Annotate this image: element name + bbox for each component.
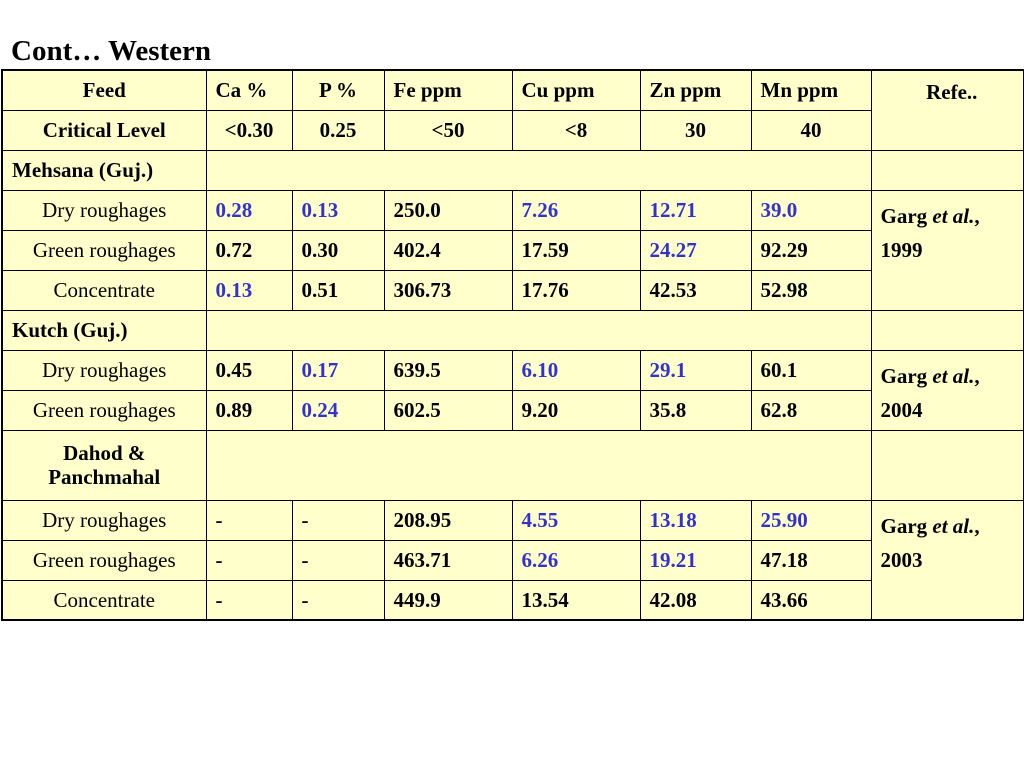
value-cell: 9.20 [512, 390, 640, 430]
value-cell: - [206, 500, 292, 540]
slide-title: Cont… Western [11, 35, 212, 67]
value-cell: 43.66 [751, 580, 871, 620]
reference-cell [871, 350, 1024, 430]
value-cell: 92.29 [751, 230, 871, 270]
reference-author: Garg [880, 203, 928, 228]
value-cell: 19.21 [640, 540, 751, 580]
critical-level-mn: 40 [751, 110, 871, 150]
reference-etal: et al. [932, 363, 975, 388]
column-header-reference: Refe.. [871, 70, 1024, 150]
value-cell: 0.17 [292, 350, 384, 390]
reference-etal: et al. [932, 203, 975, 228]
value-cell: 0.51 [292, 270, 384, 310]
value-cell: 463.71 [384, 540, 512, 580]
value-cell: 602.5 [384, 390, 512, 430]
value-cell: 0.89 [206, 390, 292, 430]
reference-cell [871, 500, 1024, 620]
critical-level-fe: <50 [384, 110, 512, 150]
header-row [2, 70, 1024, 110]
value-cell: 29.1 [640, 350, 751, 390]
feed-type: Green roughages [2, 390, 206, 430]
feed-type: Green roughages [2, 230, 206, 270]
reference-year: 2003 [880, 547, 923, 572]
value-cell: - [292, 540, 384, 580]
feed-type: Dry roughages [2, 500, 206, 540]
feed-type: Dry roughages [2, 190, 206, 230]
column-header-ca: Ca % [206, 70, 292, 110]
table-row [2, 350, 1024, 390]
value-cell: 6.10 [512, 350, 640, 390]
column-header-cu: Cu ppm [512, 70, 640, 110]
value-cell: 42.08 [640, 580, 751, 620]
value-cell: 17.59 [512, 230, 640, 270]
critical-level-ca: <0.30 [206, 110, 292, 150]
critical-level-label: Critical Level [2, 110, 206, 150]
value-cell: - [206, 580, 292, 620]
table-row [2, 500, 1024, 540]
value-cell: 60.1 [751, 350, 871, 390]
value-cell: 25.90 [751, 500, 871, 540]
group-reference-spacer [871, 430, 1024, 500]
value-cell: 449.9 [384, 580, 512, 620]
value-cell: 42.53 [640, 270, 751, 310]
table-row [2, 270, 1024, 310]
critical-level-p: 0.25 [292, 110, 384, 150]
value-cell: 7.26 [512, 190, 640, 230]
reference-year: 2004 [880, 397, 923, 422]
table-row [2, 230, 1024, 270]
mineral-content-table [1, 69, 1024, 621]
value-cell: 47.18 [751, 540, 871, 580]
reference-author: Garg [880, 513, 928, 538]
table-header [2, 70, 1024, 150]
value-cell: 250.0 [384, 190, 512, 230]
reference-punct: , [974, 203, 980, 228]
value-cell: 52.98 [751, 270, 871, 310]
value-cell: 306.73 [384, 270, 512, 310]
table-row [2, 540, 1024, 580]
value-cell: 0.45 [206, 350, 292, 390]
group-header-row [2, 150, 1024, 190]
value-cell: 0.72 [206, 230, 292, 270]
table-row [2, 390, 1024, 430]
feed-type: Dry roughages [2, 350, 206, 390]
value-cell: 13.18 [640, 500, 751, 540]
table-row [2, 190, 1024, 230]
region-name-line: Dahod & [63, 441, 146, 465]
value-cell: 0.30 [292, 230, 384, 270]
value-cell: 0.24 [292, 390, 384, 430]
reference-punct: , [974, 513, 980, 538]
table-row [2, 580, 1024, 620]
table-body [2, 150, 1024, 620]
value-cell: 4.55 [512, 500, 640, 540]
column-header-p: P % [292, 70, 384, 110]
value-cell: - [206, 540, 292, 580]
value-cell: 12.71 [640, 190, 751, 230]
column-header-zn: Zn ppm [640, 70, 751, 110]
value-cell: 39.0 [751, 190, 871, 230]
feed-type: Green roughages [2, 540, 206, 580]
group-spacer-cell [206, 310, 871, 350]
group-header-row [2, 430, 1024, 500]
group-spacer-cell [206, 430, 871, 500]
value-cell: 208.95 [384, 500, 512, 540]
value-cell: 639.5 [384, 350, 512, 390]
reference-author: Garg [880, 363, 928, 388]
reference-punct: , [974, 363, 980, 388]
group-reference-spacer [871, 310, 1024, 350]
feed-type: Concentrate [2, 580, 206, 620]
value-cell: 62.8 [751, 390, 871, 430]
value-cell: - [292, 580, 384, 620]
value-cell: 13.54 [512, 580, 640, 620]
column-header-mn: Mn ppm [751, 70, 871, 110]
region-name: Mehsana (Guj.) [2, 150, 206, 190]
reference-cell [871, 190, 1024, 310]
region-name: Kutch (Guj.) [2, 310, 206, 350]
group-reference-spacer [871, 150, 1024, 190]
feed-type: Concentrate [2, 270, 206, 310]
value-cell: 402.4 [384, 230, 512, 270]
region-name [2, 430, 206, 500]
critical-level-cu: <8 [512, 110, 640, 150]
region-name-line: Panchmahal [48, 465, 161, 489]
value-cell: 17.76 [512, 270, 640, 310]
value-cell: 6.26 [512, 540, 640, 580]
group-header-row [2, 310, 1024, 350]
reference-etal: et al. [932, 513, 975, 538]
value-cell: 0.13 [292, 190, 384, 230]
column-header-fe: Fe ppm [384, 70, 512, 110]
value-cell: - [292, 500, 384, 540]
column-header-feed: Feed [2, 70, 206, 110]
reference-year: 1999 [880, 237, 923, 262]
value-cell: 0.28 [206, 190, 292, 230]
value-cell: 0.13 [206, 270, 292, 310]
value-cell: 24.27 [640, 230, 751, 270]
value-cell: 35.8 [640, 390, 751, 430]
critical-level-row [2, 110, 1024, 150]
group-spacer-cell [206, 150, 871, 190]
critical-level-zn: 30 [640, 110, 751, 150]
